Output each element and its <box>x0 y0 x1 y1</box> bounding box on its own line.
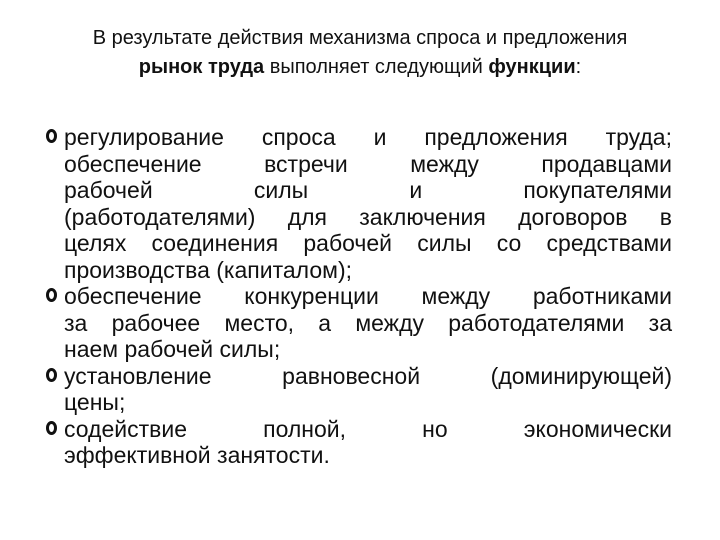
list-item-line: содействие полной, но экономически <box>64 415 672 442</box>
list-item-line: за рабочее место, а между работодателями за <box>64 309 672 336</box>
title-bold-functions: функции <box>488 56 576 78</box>
list-item-line: производства (капиталом); <box>64 256 352 283</box>
list-item-line: обеспечение встречи между продавцами <box>64 150 672 177</box>
list-item <box>46 124 672 283</box>
list-item-line: целях соединения рабочей силы со средствами <box>64 230 672 256</box>
list-item-line: эффективной занятости. <box>64 442 330 468</box>
title-part-3: : <box>575 56 582 78</box>
list-item-line: регулирование спроса и предложения труда; <box>64 124 672 150</box>
list-item-line: наем рабочей силы; <box>64 336 281 362</box>
title-part-1: В результате действия механизма спроса и предложения <box>92 27 628 49</box>
list-item-line: обеспечение конкуренции между работниками <box>64 283 672 309</box>
list-item <box>46 363 672 416</box>
title-part-2: выполняет следующий <box>264 56 489 78</box>
circle-bullet-icon <box>46 421 57 435</box>
list-item-line: установление равновесной (доминирующей) <box>64 362 672 389</box>
list-item <box>46 283 672 363</box>
circle-bullet-icon <box>46 129 57 143</box>
list-item-line: (работодателями) для заключения договоров в <box>64 203 672 230</box>
functions-list <box>46 124 672 469</box>
slide-title <box>60 24 660 82</box>
circle-bullet-icon <box>46 368 57 382</box>
list-item-line: цены; <box>64 389 126 415</box>
circle-bullet-icon <box>46 288 57 302</box>
title-bold-market: рынок труда <box>138 56 265 78</box>
list-item <box>46 416 672 469</box>
list-item-line: рабочей силы и покупателями <box>64 177 672 203</box>
